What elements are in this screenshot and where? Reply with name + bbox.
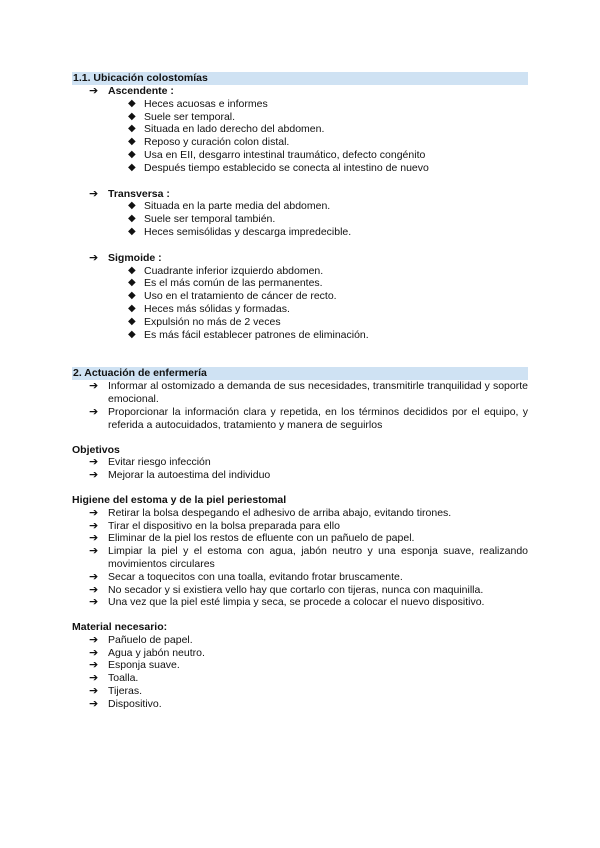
arrow-right-icon: ➔ xyxy=(89,685,99,698)
diamond-bullet-icon: ◆ xyxy=(128,328,136,340)
list-item: ➔ No secador y si existiera vello hay que cortarlo con tijeras, nunca con maquinilla. xyxy=(89,583,484,596)
group-ascendente xyxy=(72,85,528,175)
list-item: ◆ Cuadrante inferior izquierdo abdomen. xyxy=(128,264,324,277)
group-label: ➔ Ascendente : xyxy=(89,85,174,97)
subheading-material: Material necesario: xyxy=(72,621,168,634)
group-sigmoide xyxy=(72,252,528,342)
list-item: ◆ Heces más sólidas y formadas. xyxy=(128,302,290,315)
arrow-right-icon: ➔ xyxy=(89,646,99,659)
diamond-bullet-icon: ◆ xyxy=(128,277,136,289)
list-item: ➔ Secar a toquecitos con una toalla, evitando frotar bruscamente. xyxy=(89,570,403,583)
list-item: ◆ Heces acuosas e informes xyxy=(128,97,268,110)
list-item: ➔ Evitar riesgo infección xyxy=(89,456,211,469)
arrow-right-icon: ➔ xyxy=(89,456,99,469)
diamond-bullet-icon: ◆ xyxy=(128,213,136,225)
arrow-right-icon: ➔ xyxy=(89,659,99,672)
diamond-bullet-icon: ◆ xyxy=(128,136,136,148)
list-item: ◆ Suele ser temporal también. xyxy=(128,213,276,226)
list-item: ➔ Mejorar la autoestima del individuo xyxy=(89,469,271,482)
list-item: ◆ Usa en EII, desgarro intestinal traumático, defecto congénito xyxy=(128,148,426,161)
list-item: ➔ Eliminar de la piel los restos de efluente con un pañuelo de papel. xyxy=(89,532,415,545)
group-transversa xyxy=(72,188,528,239)
list-item: ◆ Expulsión no más de 2 veces xyxy=(128,315,281,328)
arrow-right-icon: ➔ xyxy=(89,469,99,482)
group-label: ➔ Sigmoide : xyxy=(89,251,162,264)
list-item: ➔ Agua y jabón neutro. xyxy=(89,646,205,659)
list-item: ➔ Pañuelo de papel. xyxy=(89,633,193,646)
list-item: ◆ Reposo y curación colon distal. xyxy=(128,136,290,149)
list-item: ➔ Toalla. xyxy=(89,672,139,685)
list-item: ◆ Después tiempo establecido se conecta al intestino de nuevo xyxy=(128,161,429,174)
arrow-right-icon: ➔ xyxy=(89,187,99,200)
list-item: ◆ Situada en la parte media del abdomen. xyxy=(128,200,331,213)
diamond-bullet-icon: ◆ xyxy=(128,302,136,314)
arrow-right-icon: ➔ xyxy=(89,506,99,519)
list-item: ➔ Informar al ostomizado a demanda de sus necesidades, transmitirle tranquilidad y soporte emocional. xyxy=(89,380,528,406)
arrow-right-icon: ➔ xyxy=(89,380,99,393)
subheading-objetivos: Objetivos xyxy=(72,443,120,456)
arrow-right-icon: ➔ xyxy=(89,633,99,646)
diamond-bullet-icon: ◆ xyxy=(128,148,136,160)
arrow-right-icon: ➔ xyxy=(89,251,99,264)
section-heading-ubicacion: 1.1. Ubicación colostomías xyxy=(72,72,528,85)
list-item: ◆ Uso en el tratamiento de cáncer de recto. xyxy=(128,290,337,303)
arrow-right-icon: ➔ xyxy=(89,596,99,609)
diamond-bullet-icon: ◆ xyxy=(128,315,136,327)
list-item: ◆ Es más fácil establecer patrones de eliminación. xyxy=(128,328,369,341)
diamond-bullet-icon: ◆ xyxy=(128,200,136,212)
arrow-right-icon: ➔ xyxy=(89,405,99,418)
arrow-right-icon: ➔ xyxy=(89,697,99,710)
list-item: ◆ Suele ser temporal. xyxy=(128,110,236,123)
list-item: ➔ Tijeras. xyxy=(89,685,143,698)
list-item: ➔ Tirar el dispositivo en la bolsa preparada para ello xyxy=(89,519,340,532)
arrow-right-icon: ➔ xyxy=(89,532,99,545)
list-item: ◆ Es el más común de las permanentes. xyxy=(128,277,323,290)
arrow-right-icon: ➔ xyxy=(89,85,99,97)
list-item: ➔ Proporcionar la información clara y repetida, en los términos decididos por el equipo, y referida a autocuidados, tratamiento y manera de seguirlos xyxy=(89,405,528,431)
diamond-bullet-icon: ◆ xyxy=(128,110,136,122)
arrow-right-icon: ➔ xyxy=(89,672,99,685)
list-item: ➔ Dispositivo. xyxy=(89,697,162,710)
diamond-bullet-icon: ◆ xyxy=(128,161,136,173)
arrow-right-icon: ➔ xyxy=(89,545,99,558)
group-label: ➔ Transversa : xyxy=(89,187,170,200)
diamond-bullet-icon: ◆ xyxy=(128,264,136,276)
diamond-bullet-icon: ◆ xyxy=(128,225,136,237)
diamond-bullet-icon: ◆ xyxy=(128,123,136,135)
list-item: ◆ Situada en lado derecho del abdomen. xyxy=(128,123,325,136)
subheading-higiene: Higiene del estoma y de la piel periestomal xyxy=(72,493,287,506)
arrow-right-icon: ➔ xyxy=(89,519,99,532)
arrow-right-icon: ➔ xyxy=(89,583,99,596)
list-item: ➔ Una vez que la piel esté limpia y seca, se procede a colocar el nuevo dispositivo. xyxy=(89,596,485,609)
diamond-bullet-icon: ◆ xyxy=(128,97,136,109)
document-content xyxy=(72,72,528,711)
arrow-right-icon: ➔ xyxy=(89,570,99,583)
list-item: ➔ Retirar la bolsa despegando el adhesivo de arriba abajo, evitando tirones. xyxy=(89,506,452,519)
list-item: ◆ Heces semisólidas y descarga impredecible. xyxy=(128,225,352,238)
section-heading-actuacion: 2. Actuación de enfermería xyxy=(72,367,528,380)
diamond-bullet-icon: ◆ xyxy=(128,290,136,302)
list-item: ➔ Limpiar la piel y el estoma con agua, jabón neutro y una esponja suave, realizando movimientos circulares xyxy=(89,545,528,570)
list-item: ➔ Esponja suave. xyxy=(89,659,180,672)
